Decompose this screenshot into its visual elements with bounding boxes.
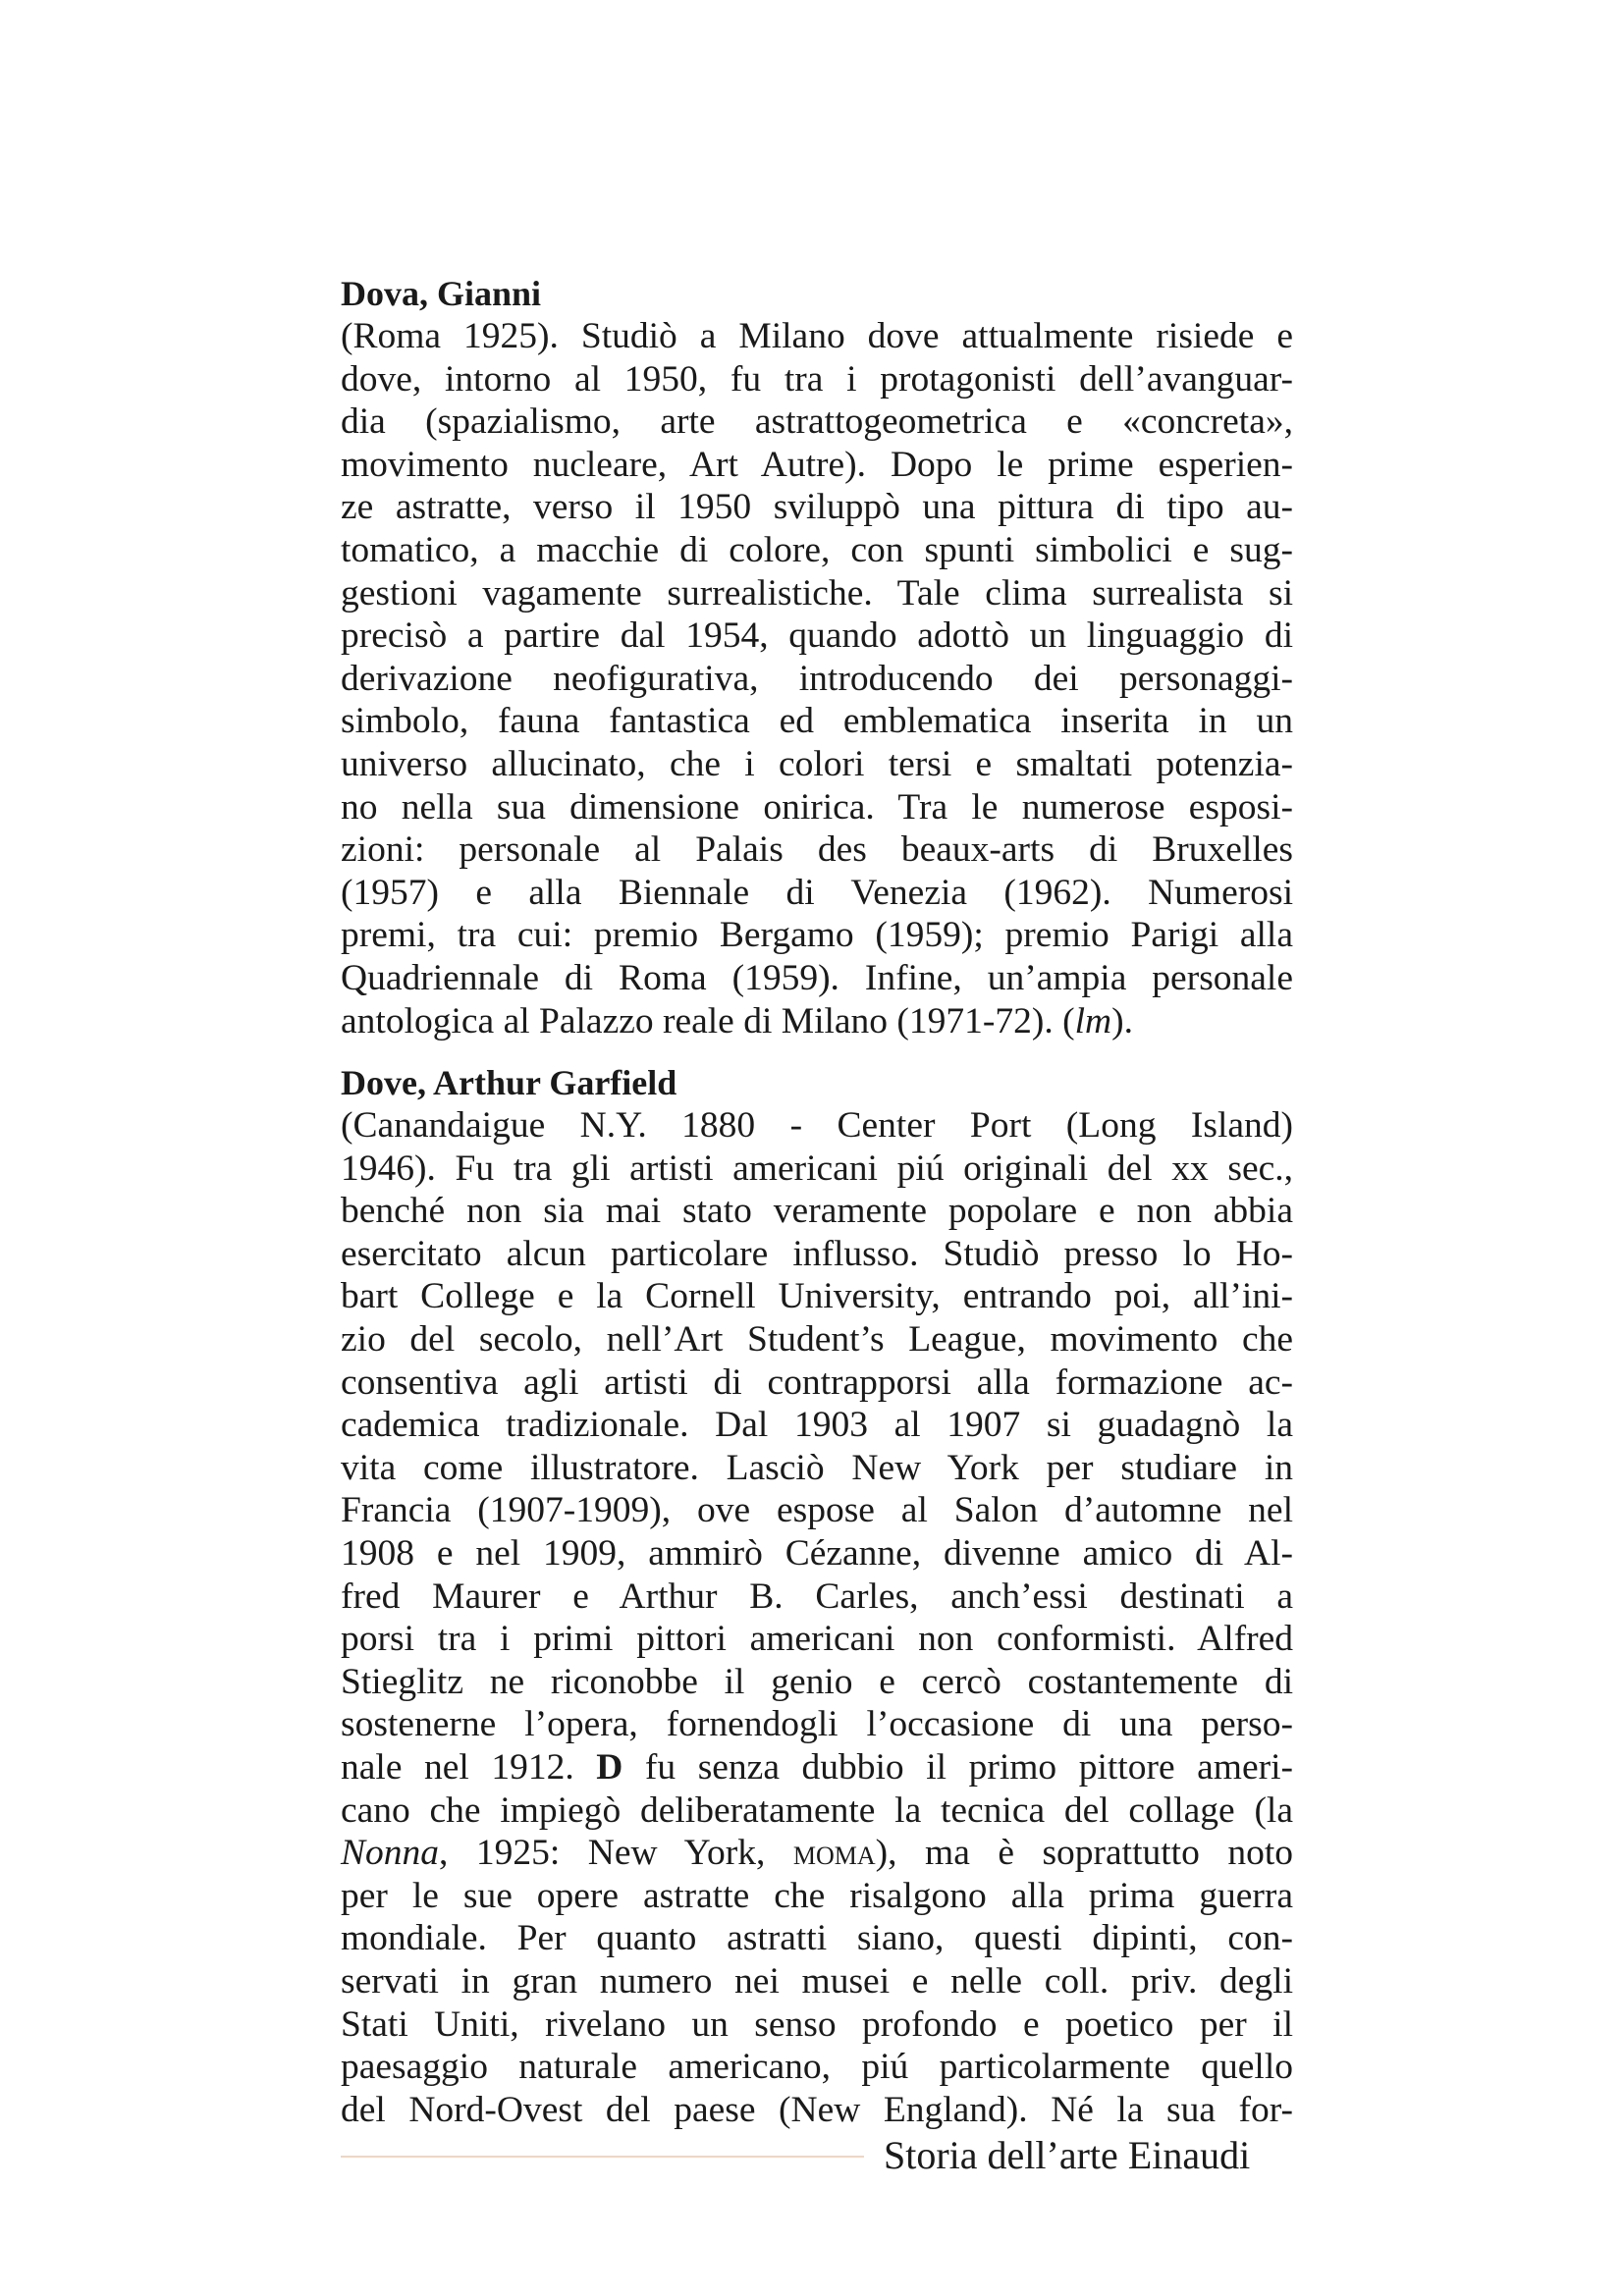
entry-body (341, 315, 1293, 1042)
text-line: per le sue opere astratte che risalgono alla prima guerra (341, 1875, 1293, 1916)
text-line: gestioni vagamente surrealistiche. Tale clima surrealista si (341, 572, 1293, 614)
text-line: del Nord-Ovest del paese (New England). Né la sua for- (341, 2089, 1293, 2130)
entry-heading: Dove, Arthur Garfield (341, 1063, 677, 1103)
text-line: Francia (1907-1909), ove espose al Salon d’automne nel (341, 1490, 1293, 1531)
text-line: premi, tra cui: premio Bergamo (1959); premio Parigi alla (341, 915, 1293, 956)
text-line: servati in gran numero nei musei e nelle coll. priv. degli (341, 1960, 1293, 2002)
entry-dova-gianni (341, 273, 1293, 1042)
text-line: esercitato alcun particolare influsso. Studiò presso lo Ho- (341, 1233, 1293, 1274)
text-line: (1957) e alla Biennale di Venezia (1962). Numerosi (341, 872, 1293, 913)
text-line: (Roma 1925). Studiò a Milano dove attualmente risiede e (341, 316, 1293, 356)
text-line: Quadriennale di Roma (1959). Infine, un’ampia personale (341, 957, 1293, 998)
museum-abbrev: moma (792, 1833, 876, 1874)
page-text (341, 273, 1293, 2131)
text-line: 1908 e nel 1909, ammirò Cézanne, divenne amico di Al- (341, 1533, 1293, 1575)
text-line (341, 1000, 1293, 1043)
author-initials: lm (1074, 1000, 1112, 1041)
text-run: ), ma è soprattutto noto (875, 1833, 1294, 1874)
text-line: movimento nucleare, Art Autre). Dopo le prime esperien- (341, 444, 1293, 485)
footer-rule (341, 2156, 864, 2158)
text-line: dove, intorno al 1950, fu tra i protagonisti dell’avanguar- (341, 358, 1293, 400)
text-line: derivazione neofigurativa, introducendo dei personaggi- (341, 658, 1293, 699)
entry-abbrev: D (596, 1747, 623, 1788)
text-line: paesaggio naturale americano, piú particolarmente quello (341, 2047, 1293, 2088)
text-line (341, 1746, 1293, 1789)
text-line (341, 1832, 1293, 1875)
entry-body (341, 1104, 1293, 2131)
text-line: (Canandaigue N.Y. 1880 - Center Port (Long Island) (341, 1105, 1293, 1147)
text-line: cademica tradizionale. Dal 1903 al 1907 si guadagnò la (341, 1405, 1293, 1446)
text-line: 1946). Fu tra gli artisti americani piú originali del xx sec., (341, 1148, 1293, 1189)
text-line: benché non sia mai stato veramente popolare e non abbia (341, 1191, 1293, 1232)
text-line: ze astratte, verso il 1950 sviluppò una pittura di tipo au- (341, 487, 1293, 528)
text-line: mondiale. Per quanto astratti siano, questi dipinti, con- (341, 1918, 1293, 1959)
text-line: porsi tra i primi pittori americani non conformisti. Alfred (341, 1619, 1293, 1660)
text-line: simbolo, fauna fantastica ed emblematica inserita in un (341, 701, 1293, 742)
entry-dove-arthur-garfield (341, 1062, 1293, 2131)
text-line: Stieglitz ne riconobbe il genio e cercò costantemente di (341, 1661, 1293, 1702)
text-line: precisò a partire dal 1954, quando adottò un linguaggio di (341, 615, 1293, 657)
text-line: cano che impiegò deliberatamente la tecnica del collage (la (341, 1789, 1293, 1831)
text-line: zioni: personale al Palais des beaux-arts di Bruxelles (341, 829, 1293, 871)
text-line: bart College e la Cornell University, entrando poi, all’ini- (341, 1276, 1293, 1317)
text-run: ). (1111, 1000, 1134, 1041)
text-run: , 1925: New York, (439, 1833, 793, 1874)
text-line: consentiva agli artisti di contrapporsi alla formazione ac- (341, 1362, 1293, 1403)
footer-title: Storia dell’arte Einaudi (884, 2133, 1251, 2177)
text-run: fu senza dubbio il primo pittore ameri- (622, 1747, 1293, 1788)
text-line: zio del secolo, nell’Art Student’s League, movimento che (341, 1319, 1293, 1361)
artwork-title: Nonna (341, 1833, 440, 1874)
entry-heading: Dova, Gianni (341, 274, 542, 313)
text-line: dia (spazialismo, arte astrattogeometrica e «concreta», (341, 401, 1293, 443)
text-line: fred Maurer e Arthur B. Carles, anch’essi destinati a (341, 1575, 1293, 1617)
text-line: universo allucinato, che i colori tersi e smaltati potenzia- (341, 743, 1293, 784)
text-run: antologica al Palazzo reale di Milano (1971-72). ( (341, 1000, 1075, 1041)
text-line: tomatico, a macchie di colore, con spunti simbolici e sug- (341, 529, 1293, 570)
text-line: vita come illustratore. Lasciò New York per studiare in (341, 1447, 1293, 1488)
text-line: Stati Uniti, rivelano un senso profondo e poetico per il (341, 2003, 1293, 2045)
text-run: nale nel 1912. (341, 1747, 597, 1788)
text-line: no nella sua dimensione onirica. Tra le numerose esposi- (341, 786, 1293, 828)
text-line: sostenerne l’opera, fornendogli l’occasione di una perso- (341, 1704, 1293, 1745)
